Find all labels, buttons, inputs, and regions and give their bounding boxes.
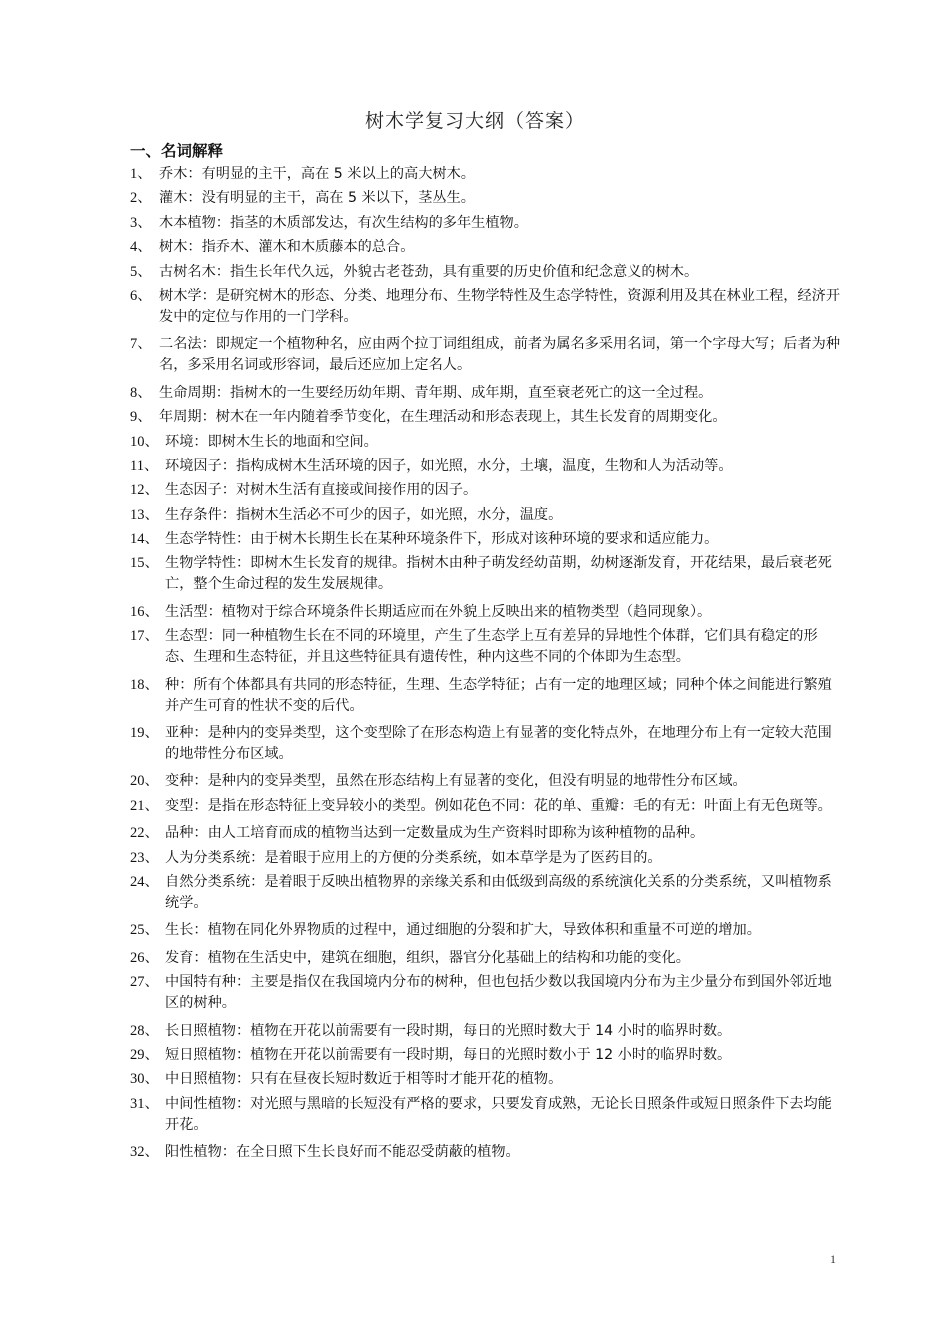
item-definition: 短日照植物：植物在开花以前需要有一段时期，每日的光照时数小于 12 小时的临界时数。: [165, 1046, 732, 1063]
item-definition: 品种：由人工培育而成的植物当达到一定数量成为生产资料时即称为该种植物的品种。: [165, 825, 705, 842]
list-item: [130, 164, 842, 185]
definition-list: [130, 164, 842, 1167]
list-item: [130, 286, 842, 328]
list-item: [130, 529, 842, 550]
item-definition: 乔木：有明显的主干，高在 5 米以上的高大树木。: [159, 166, 475, 182]
item-number: 19、: [130, 725, 159, 742]
item-definition: 灌木：没有明显的主干，高在 5 米以下，茎丛生。: [159, 190, 475, 207]
item-definition: 生存条件：指树木生活必不可少的因子，如光照，水分，温度。: [165, 506, 563, 523]
list-item: [130, 872, 842, 914]
list-item: [130, 1021, 842, 1042]
list-item: [130, 771, 842, 792]
item-number: 18、: [130, 676, 159, 693]
item-number: 3、: [130, 214, 152, 231]
list-item: [130, 823, 842, 844]
page-number: 1: [830, 1252, 836, 1266]
list-item: [130, 948, 842, 969]
item-definition: 环境因子：指构成树木生活环境的因子，如光照，水分，土壤，温度，生物和人为活动等。: [165, 457, 733, 474]
list-item: [130, 334, 842, 376]
item-definition: 生态学特性：由于树木长期生长在某种环境条件下，形成对该种环境的要求和适应能力。: [165, 531, 719, 548]
item-definition: 生活型：植物对于综合环境条件长期适应而在外貌上反映出来的植物类型（趋同现象）。: [165, 603, 712, 620]
item-number: 9、: [130, 409, 152, 426]
item-number: 20、: [130, 773, 159, 790]
item-number: 10、: [130, 433, 159, 450]
item-number: 21、: [130, 797, 159, 814]
item-number: 32、: [130, 1144, 159, 1161]
item-definition: 生态型：同一种植物生长在不同的环境里，产生了生态学上互有差异的异地性个体群，它们具有稳定的形态、生理和生态特征，并且这些特征具有遗传性，种内这些不同的个体即为生态型。: [165, 628, 818, 666]
item-definition: 变型：是指在形态特征上变异较小的类型。例如花色不同：花的单、重瓣：毛的有无：叶面上有无色斑等。: [165, 797, 832, 814]
item-definition: 人为分类系统：是着眼于应用上的方便的分类系统，如本草学是为了医药目的。: [165, 849, 662, 866]
list-item: [130, 602, 842, 623]
document-title: 树木学复习大纲（答案）: [364, 110, 585, 132]
item-definition: 木本植物：指茎的木质部发达，有次生结构的多年生植物。: [159, 214, 528, 231]
list-item: [130, 972, 842, 1014]
item-number: 16、: [130, 603, 159, 620]
item-definition: 生命周期：指树木的一生要经历幼年期、青年期、成年期，直至衰老死亡的这一全过程。: [159, 384, 713, 401]
item-number: 4、: [130, 239, 152, 256]
item-number: 1、: [130, 166, 152, 182]
item-number: 7、: [130, 336, 152, 353]
list-item: [130, 675, 842, 717]
item-definition: 中间性植物：对光照与黑暗的长短没有严格的要求，只要发育成熟，无论长日照条件或短日照条件下去均能开花。: [165, 1095, 832, 1133]
item-number: 23、: [130, 849, 159, 866]
item-definition: 阳性植物：在全日照下生长良好而不能忍受荫蔽的植物。: [165, 1144, 520, 1161]
item-number: 14、: [130, 531, 159, 548]
item-definition: 发育：植物在生活史中，建筑在细胞，组织，器官分化基础上的结构和功能的变化。: [165, 949, 690, 966]
item-number: 12、: [130, 482, 159, 499]
item-definition: 亚种：是种内的变异类型，这个变型除了在形态构造上有显著的变化特点外，在地理分布上有一定较大范围的地带性分布区域。: [165, 725, 832, 763]
list-item: [130, 1045, 842, 1066]
list-item: [130, 553, 842, 595]
item-number: 24、: [130, 873, 159, 890]
item-definition: 古树名木：指生长年代久远，外貌古老苍劲，具有重要的历史价值和纪念意义的树木。: [159, 263, 699, 280]
list-item: [130, 407, 842, 428]
item-number: 17、: [130, 628, 159, 645]
item-definition: 种：所有个体都具有共同的形态特征，生理、生态学特征；占有一定的地理区域；同种个体之间能进行繁殖并产生可育的性状不变的后代。: [165, 676, 832, 714]
item-number: 26、: [130, 949, 159, 966]
item-definition: 树木：指乔木、灌木和木质藤本的总合。: [159, 239, 415, 256]
item-definition: 中日照植物：只有在昼夜长短时数近于相等时才能开花的植物。: [165, 1071, 563, 1088]
item-number: 5、: [130, 263, 152, 280]
item-number: 29、: [130, 1046, 159, 1063]
item-definition: 生长：植物在同化外界物质的过程中，通过细胞的分裂和扩大，导致体积和重量不可逆的增加。: [165, 922, 761, 939]
list-item: [130, 456, 842, 477]
list-item: [130, 505, 842, 526]
item-definition: 树木学：是研究树木的形态、分类、地理分布、生物学特性及生态学特性，资源利用及其在林业工程，经济开发中的定位与作用的一门学科。: [159, 287, 841, 325]
item-definition: 环境：即树木生长的地面和空间。: [165, 433, 378, 450]
list-item: [130, 213, 842, 234]
item-definition: 生物学特性：即树木生长发育的规律。指树木由种子萌发经幼苗期，幼树逐渐发育，开花结果，最后衰老死亡，整个生命过程的发生发展规律。: [165, 555, 832, 593]
item-number: 25、: [130, 922, 159, 939]
list-item: [130, 188, 842, 209]
item-definition: 变种：是种内的变异类型，虽然在形态结构上有显著的变化，但没有明显的地带性分布区域。: [165, 773, 747, 790]
item-number: 2、: [130, 190, 152, 207]
item-definition: 中国特有种：主要是指仅在我国境内分布的树种，但也包括少数以我国境内分布为主少量分布到国外邻近地区的树种。: [165, 974, 832, 1012]
item-definition: 年周期：树木在一年内随着季节变化，在生理活动和形态表现上，其生长发育的周期变化。: [159, 409, 727, 426]
item-number: 15、: [130, 555, 159, 572]
list-item: [130, 237, 842, 258]
list-item: [130, 1069, 842, 1090]
item-definition: 长日照植物：植物在开花以前需要有一段时期，每日的光照时数大于 14 小时的临界时数。: [165, 1022, 732, 1039]
item-definition: 自然分类系统：是着眼于反映出植物界的亲缘关系和由低级到高级的系统演化关系的分类系统，又叫植物系统学。: [165, 873, 832, 911]
item-number: 30、: [130, 1071, 159, 1088]
list-item: [130, 480, 842, 501]
item-definition: 二名法：即规定一个植物种名，应由两个拉丁词组组成，前者为属名多采用名词，第一个字母大写；后者为种名，多采用名词或形容词，最后还应加上定名人。: [159, 336, 841, 374]
list-item: [130, 796, 842, 817]
item-number: 22、: [130, 825, 159, 842]
list-item: [130, 1094, 842, 1136]
item-number: 6、: [130, 287, 152, 304]
item-number: 8、: [130, 384, 152, 401]
list-item: [130, 848, 842, 869]
item-number: 11、: [130, 457, 159, 474]
list-item: [130, 626, 842, 668]
list-item: [130, 432, 842, 453]
list-item: [130, 383, 842, 404]
list-item: [130, 1142, 842, 1163]
item-definition: 生态因子：对树木生活有直接或间接作用的因子。: [165, 482, 478, 499]
item-number: 13、: [130, 506, 159, 523]
list-item: [130, 723, 842, 765]
list-item: [130, 920, 842, 941]
section-heading: 一、名词解释: [130, 142, 224, 160]
item-number: 31、: [130, 1095, 159, 1112]
item-number: 27、: [130, 974, 159, 991]
list-item: [130, 262, 842, 283]
item-number: 28、: [130, 1022, 159, 1039]
